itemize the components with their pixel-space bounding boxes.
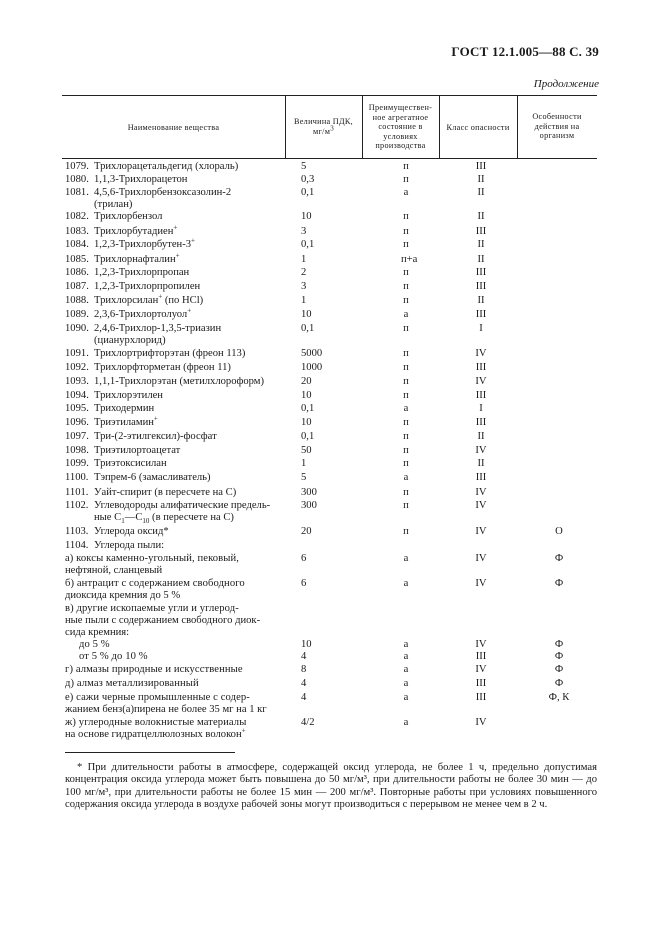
aggregate-state: п — [403, 417, 409, 428]
hazard-class: II — [477, 295, 485, 306]
substance-name — [94, 487, 236, 498]
mac-value: 4 — [301, 692, 307, 703]
hazard-class: III — [475, 267, 487, 278]
substance-name-text: 1,1,1-Трихлорэтан (метилхлороформ) — [94, 376, 265, 387]
subitem-text-line3: сида кремния: — [65, 627, 130, 638]
footnote: * При длительности работы в атмосфере, содержащей оксид углерода, не более 1 ч, предельно допустимая концентрация оксида углерода может быть повышена до 50 мг/м³, при длительности работы не более 30 мин — до 100 мг/м³, при длительности работы не более 15 мин — 200 мг/м³. Повторные работы при условиях повышенного содержания оксида углерода в воздухе рабочей зоны могут производиться с перерывом не менее чем в 2 ч. — [65, 762, 597, 811]
aggregate-state: а — [403, 472, 409, 483]
marker-sup: + — [173, 223, 178, 232]
hazard-class: III — [475, 281, 487, 292]
column-header-features: Особенности действия на организм — [532, 112, 582, 141]
row-number: 1086. — [65, 267, 89, 278]
substance-name-text: 1,2,3-Трихлорпропан — [94, 267, 190, 278]
action-features: Ф — [554, 639, 564, 650]
marker-sup: + — [191, 236, 195, 245]
marker-sup: + — [241, 726, 246, 735]
hazard-class: II — [477, 458, 485, 469]
mac-value: 8 — [301, 664, 307, 675]
substance-name-text: Трихлорсилан — [94, 295, 159, 306]
action-features: Ф, К — [548, 692, 570, 703]
aggregate-state: п — [403, 323, 409, 334]
subitem-text: в) другие ископаемые угли и углерод- — [65, 603, 239, 614]
row-number: 1098. — [65, 445, 89, 456]
substance-name-text: 2,4,6-Трихлор-1,3,5-триазин — [94, 323, 222, 334]
row-number: 1094. — [65, 390, 89, 401]
hazard-class: IV — [475, 526, 487, 537]
substance-name — [94, 323, 221, 334]
substance-name — [94, 540, 164, 551]
row-number: 1092. — [65, 362, 89, 373]
row-number: 1090. — [65, 323, 89, 334]
subitem-text-line2 — [65, 615, 260, 626]
mac-value: 10 — [301, 639, 312, 650]
substance-name — [94, 362, 231, 373]
hazard-class: IV — [475, 487, 487, 498]
aggregate-state: п — [403, 267, 409, 278]
substance-name-line2: (цианурхлорид) — [94, 335, 166, 346]
mac-value: 0,1 — [301, 431, 315, 442]
substance-name-text: Трихлорацетальдегид (хлораль) — [94, 161, 239, 172]
aggregate-state: п — [403, 376, 409, 387]
row-number: 1097. — [65, 431, 89, 442]
hazard-class: III — [475, 651, 487, 662]
subitem-text-line2 — [65, 565, 162, 576]
action-features: Ф — [554, 651, 564, 662]
action-features: О — [555, 526, 563, 537]
subitem-text-line2-text: на основе гидратцеллюлозных волокон — [65, 729, 242, 740]
row-number: 1093. — [65, 376, 89, 387]
substance-name-text: 1,2,3-Трихлорбутен-3 — [94, 239, 192, 250]
mac-value: 300 — [301, 487, 317, 498]
mac-value: 4 — [301, 678, 307, 689]
substance-name-text: 4,5,6-Трихлорбензоксазолин-2 — [94, 187, 232, 198]
mac-value: 10 — [301, 211, 312, 222]
row-number: 1085. — [65, 254, 89, 265]
substance-name — [94, 472, 211, 483]
mac-value: 4 — [301, 651, 307, 662]
hazard-class: IV — [475, 664, 487, 675]
table-header-bottom-rule — [62, 158, 597, 159]
aggregate-state: а — [403, 664, 409, 675]
hazard-class: IV — [475, 348, 487, 359]
mac-value: 2 — [301, 267, 307, 278]
column-header-class: Класс опасности — [446, 123, 510, 132]
hazard-class: II — [477, 239, 485, 250]
row-number: 1082. — [65, 211, 89, 222]
aggregate-state: п — [403, 445, 409, 456]
hazard-class: IV — [475, 445, 487, 456]
hazard-class: III — [475, 472, 487, 483]
hazard-class: II — [477, 211, 485, 222]
substance-name-tail: (по HCl) — [162, 295, 204, 306]
substance-name — [94, 267, 189, 278]
hazard-class: III — [475, 161, 487, 172]
aggregate-state: а — [403, 717, 409, 728]
subitem-text: д) алмаз металлизированный — [65, 678, 199, 689]
column-header-name: Наименование вещества — [127, 123, 220, 132]
row-number: 1080. — [65, 174, 89, 185]
aggregate-state: п+а — [401, 254, 418, 265]
row-number: 1104. — [65, 540, 89, 551]
row-number: 1081. — [65, 187, 89, 198]
hazard-class: IV — [475, 500, 487, 511]
subitem-text-line2 — [65, 590, 180, 601]
substance-name — [94, 211, 162, 222]
row-number: 1095. — [65, 403, 89, 414]
row-number: 1096. — [65, 417, 89, 428]
mac-value: 5 — [301, 161, 307, 172]
mac-value: 4/2 — [301, 717, 315, 728]
hazard-class: II — [477, 431, 485, 442]
substance-name — [94, 292, 204, 306]
substance-name-text: Уайт-спирит (в пересчете на С) — [94, 487, 237, 498]
hazard-class: IV — [475, 376, 487, 387]
substance-name-text: Триэтиламин — [94, 417, 154, 428]
aggregate-state: а — [403, 678, 409, 689]
substance-name-text: Три-(2-этилгексил)-фосфат — [94, 431, 217, 442]
subitem-text-line2-text: жанием бенз(а)пирена не более 35 мг на 1 кг — [65, 704, 267, 715]
mac-value: 10 — [301, 417, 312, 428]
aggregate-state: п — [403, 526, 409, 537]
substance-name — [94, 306, 192, 320]
mac-value: 5 — [301, 472, 307, 483]
substance-name-text: Трихлорбутадиен — [94, 226, 174, 237]
marker-sup: + — [175, 251, 180, 260]
row-number: 1083. — [65, 226, 89, 237]
substance-name — [94, 348, 245, 359]
marker-sup: + — [158, 292, 163, 301]
hazard-class: II — [477, 174, 485, 185]
substance-name — [94, 414, 158, 428]
hazard-class: II — [477, 254, 485, 265]
aggregate-state: п — [403, 458, 409, 469]
hazard-class: II — [477, 187, 485, 198]
action-features: Ф — [554, 578, 564, 589]
aggregate-state: п — [403, 226, 409, 237]
aggregate-state: п — [403, 174, 409, 185]
subitem-text: от 5 % до 10 % — [79, 651, 148, 662]
mac-value: 20 — [301, 376, 312, 387]
substance-name — [94, 281, 200, 292]
mac-value: 6 — [301, 553, 307, 564]
name-fragment: 10 — [142, 517, 150, 526]
substance-name-text: Трихлорбензол — [94, 211, 163, 222]
mac-value: 1 — [301, 458, 307, 469]
mac-value: 10 — [301, 390, 312, 401]
name-fragment: ные С — [94, 512, 122, 523]
substance-name — [94, 390, 163, 401]
subitem-text-line2-text: ные пыли с содержанием свободного диок- — [65, 615, 261, 626]
substance-name — [94, 236, 195, 250]
row-number: 1087. — [65, 281, 89, 292]
mac-value: 0,1 — [301, 187, 315, 198]
substance-name-text: 2,3,6-Трихлортолуол — [94, 309, 188, 320]
aggregate-state: п — [403, 362, 409, 373]
substance-name — [94, 458, 167, 469]
substance-name-text: Углерода пыли: — [94, 540, 165, 551]
subitem-text: б) антрацит с содержанием свободного — [65, 578, 245, 589]
substance-name — [94, 376, 264, 387]
aggregate-state: п — [403, 161, 409, 172]
substance-name — [94, 403, 154, 414]
mac-value: 20 — [301, 526, 312, 537]
substance-name-text: Углеводороды алифатические предель- — [94, 500, 271, 511]
subitem-text-line2 — [65, 726, 246, 740]
mac-value: 1000 — [301, 362, 323, 373]
substance-name — [94, 431, 217, 442]
hazard-class: IV — [475, 717, 487, 728]
aggregate-state: а — [403, 187, 409, 198]
row-number: 1088. — [65, 295, 89, 306]
action-features: Ф — [554, 664, 564, 675]
mac-value: 300 — [301, 500, 317, 511]
aggregate-state: п — [403, 390, 409, 401]
substance-name-text: Трихлорнафталин — [94, 254, 176, 265]
hazard-class: IV — [475, 578, 487, 589]
action-features: Ф — [554, 553, 564, 564]
marker-sup: + — [187, 306, 192, 315]
substance-name — [94, 445, 180, 456]
aggregate-state: п — [403, 431, 409, 442]
substance-name-text: Триэтилортоацетат — [94, 445, 181, 456]
row-number: 1102. — [65, 500, 89, 511]
substance-name-text: Триэтоксисилан — [94, 458, 167, 469]
substance-name-text: Трихлорэтилен — [94, 390, 163, 401]
hazard-class: IV — [475, 553, 487, 564]
subitem-text-line2 — [65, 704, 267, 715]
row-number: 1103. — [65, 526, 89, 537]
substance-name-text: Трихлорфторметан (фреон 11) — [94, 362, 231, 373]
substance-name — [94, 526, 169, 537]
continuation-label: Продолжение — [533, 78, 599, 90]
hazard-class: III — [475, 362, 487, 373]
subitem-text: ж) углеродные волокнистые материалы — [65, 717, 247, 728]
substance-name-text: Триходермин — [94, 403, 155, 414]
name-fragment: (в пересчете на С) — [149, 512, 234, 523]
subitem-text: до 5 % — [79, 639, 110, 650]
aggregate-state: а — [403, 692, 409, 703]
aggregate-state: п — [403, 500, 409, 511]
mac-value: 3 — [301, 226, 307, 237]
mac-value: 0,1 — [301, 239, 315, 250]
row-number: 1101. — [65, 487, 89, 498]
substance-name — [94, 187, 231, 198]
mac-value: 6 — [301, 578, 307, 589]
hazard-class: III — [475, 692, 487, 703]
aggregate-state: п — [403, 348, 409, 359]
hazard-class: III — [475, 417, 487, 428]
mac-value: 0,3 — [301, 174, 315, 185]
mac-value: 1 — [301, 254, 307, 265]
aggregate-state: а — [403, 639, 409, 650]
hazard-class: III — [475, 390, 487, 401]
mac-value: 5000 — [301, 348, 323, 359]
subitem-text: а) коксы каменно-угольный, пековый, — [65, 553, 240, 564]
substance-name-line2 — [94, 512, 234, 526]
substance-name — [94, 161, 238, 172]
aggregate-state: п — [403, 239, 409, 250]
row-number: 1100. — [65, 472, 89, 483]
aggregate-state: п — [403, 211, 409, 222]
row-number: 1099. — [65, 458, 89, 469]
subitem-text-line2-text: нефтяной, сланцевый — [65, 565, 163, 576]
column-header-aggregate: Преимуществен- ное агрегатное состояние в условиях производства — [368, 103, 433, 151]
substance-name-text: 1,2,3-Трихлорпропилен — [94, 281, 201, 292]
mac-value: 1 — [301, 295, 307, 306]
mac-value: 0,1 — [301, 403, 315, 414]
footnote-divider — [65, 752, 235, 753]
subitem-text: г) алмазы природные и искусственные — [65, 664, 243, 675]
substance-name — [94, 500, 270, 511]
hazard-class: IV — [475, 639, 487, 650]
column-header-value: Величина ПДК, $мг/м^3$ — [293, 117, 354, 136]
row-number: 1079. — [65, 161, 89, 172]
substance-name-text: Углерода оксид* — [94, 526, 169, 537]
name-fragment: 1 — [121, 517, 125, 526]
substance-name — [94, 251, 180, 265]
row-number: 1091. — [65, 348, 89, 359]
aggregate-state: п — [403, 295, 409, 306]
aggregate-state: а — [403, 578, 409, 589]
hazard-class: III — [475, 309, 487, 320]
mac-value: 3 — [301, 281, 307, 292]
row-number: 1084. — [65, 239, 89, 250]
substance-name-text: Трихлортрифторэтан (фреон 113) — [94, 348, 246, 359]
name-fragment: —С — [124, 512, 143, 523]
aggregate-state: а — [403, 403, 409, 414]
aggregate-state: а — [403, 553, 409, 564]
aggregate-state: п — [403, 487, 409, 498]
aggregate-state: а — [403, 309, 409, 320]
aggregate-state: п — [403, 281, 409, 292]
hazard-class: III — [475, 226, 487, 237]
subitem-text-line2-text: диоксида кремния до 5 % — [65, 590, 181, 601]
row-number: 1089. — [65, 309, 89, 320]
mac-value: 50 — [301, 445, 312, 456]
hazard-class: I — [479, 323, 483, 334]
marker-sup: + — [153, 414, 158, 423]
action-features: Ф — [554, 678, 564, 689]
substance-name-line2: (трилан) — [94, 199, 133, 210]
hazard-class: I — [479, 403, 483, 414]
substance-name-text: Тэпрем-6 (замасливатель) — [94, 472, 211, 483]
mac-value: 0,1 — [301, 323, 315, 334]
hazard-class: III — [475, 678, 487, 689]
subitem-text: е) сажи черные промышленные с содер- — [65, 692, 250, 703]
substance-name-text: 1,1,3-Трихлорацетон — [94, 174, 188, 185]
aggregate-state: а — [403, 651, 409, 662]
page-header: ГОСТ 12.1.005—88 С. 39 — [451, 44, 599, 59]
substance-name — [94, 223, 178, 237]
substance-name — [94, 174, 187, 185]
mac-value: 10 — [301, 309, 312, 320]
